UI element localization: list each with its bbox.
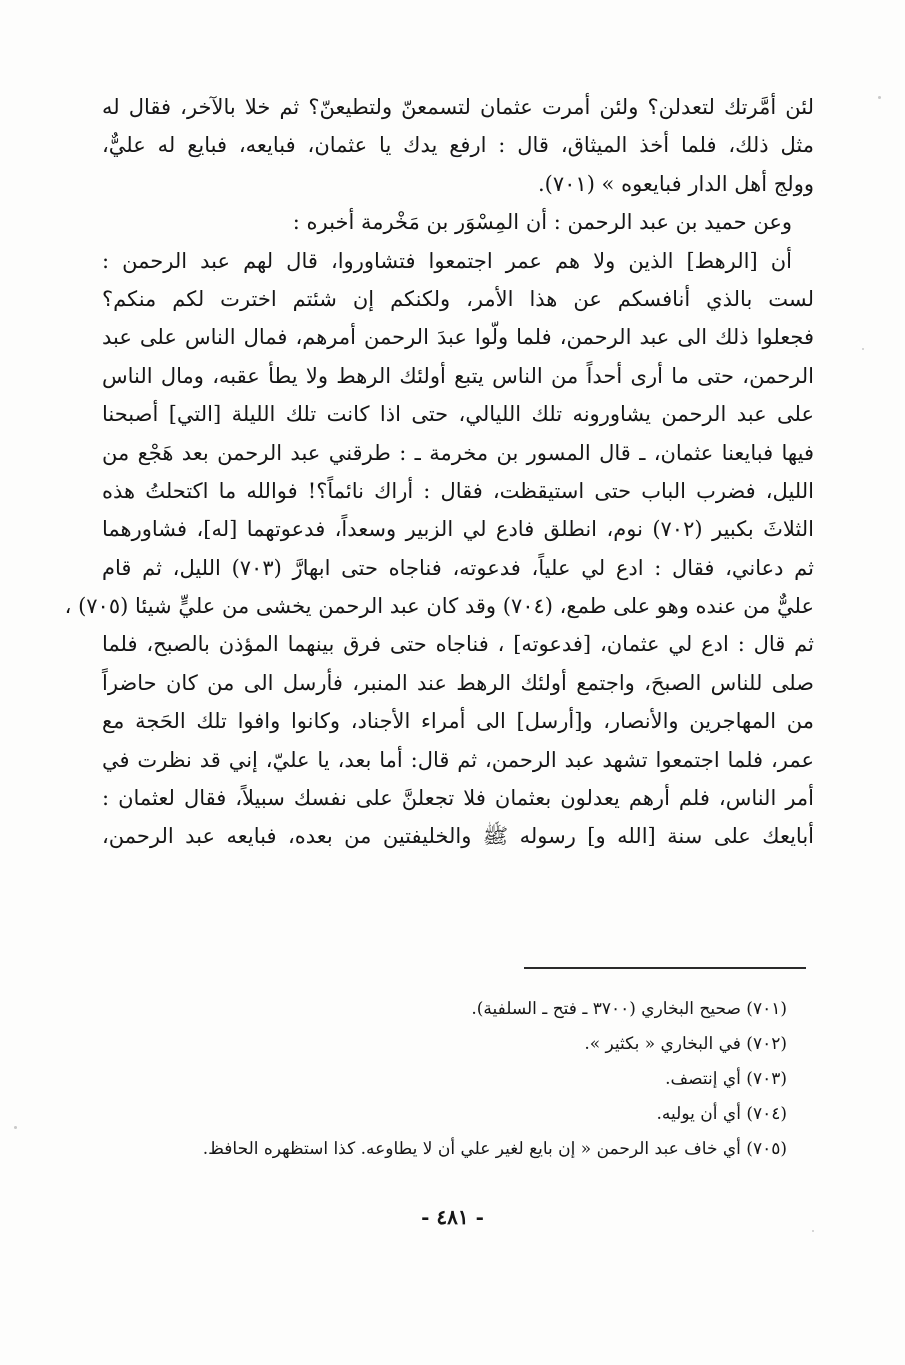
text-line: عمر، فلما اجتمعوا تشهد عبد الرحمن، ثم قال: أما بعد، يا عليّ، إني قد نظرت في [102,747,814,772]
text-line: فجعلوا ذلك الى عبد الرحمن، فلما ولّوا عبدَ الرحمن أمرهم، فمال الناس على عبد [102,325,814,350]
text-line: الليل، فضرب الباب حتى استيقظت، فقال : أراك نائماً؟! فوالله ما اكتحلتُ هذه [102,478,814,503]
text-line: مثل ذلك، فلما أخذ الميثاق، قال : ارفع يدك يا عثمان، فبايعه، فبايع له عليٌّ، [102,133,814,158]
text-line: لست بالذي أنافسكم عن هذا الأمر، ولكنكم إن شئتم اخترت لكم منكم؟ [102,286,814,311]
footnote: (٧٠٢) في البخاري « بكثير ». [584,1034,787,1054]
text-line: الثلاثَ بكبير (٧٠٢) نوم، انطلق فادع لي الزبير وسعداً، فدعوتهما [له]، فشاورهما [102,517,814,542]
footnote: (٧٠٣) أي إنتصف. [665,1069,787,1089]
footnote: (٧٠٤) أي أن يوليه. [656,1104,787,1124]
scan-speck [878,96,881,99]
text-line: أمر الناس، فلم أرهم يعدلون بعثمان فلا تجعلنَّ على نفسك سبيلاً، فقال لعثمان : [102,786,814,811]
footnote-divider [524,967,806,969]
scan-speck [862,348,864,350]
text-line: ثم قال : ادع لي عثمان، [فدعوته] ، فناجاه حتى فرق بينهما المؤذن بالصبح، فلما [102,632,814,657]
text-line: الرحمن، حتى ما أرى أحداً من الناس يتبع أولئك الرهط ولا يطأ عقبه، ومال الناس [102,363,814,388]
footnote: (٧٠١) صحيح البخاري (٣٧٠٠ ـ فتح ـ السلفية). [471,999,787,1019]
text-line: على عبد الرحمن يشاورونه تلك الليالي، حتى اذا كانت تلك الليلة [التي] أصبحنا [102,402,814,427]
text-line: أن [الرهط] الذين ولا هم عمر اجتمعوا فتشاوروا، قال لهم عبد الرحمن : [102,248,792,273]
page-number: - ٤٨١ - [421,1205,484,1229]
text-line: ثم دعاني، فقال : ادع لي علياً، فدعوته، فناجاه حتى ابهارَّ (٧٠٣) الليل، ثم قام [102,555,814,580]
main-text-block [64,88,814,856]
text-line: صلى للناس الصبحَ، واجتمع أولئك الرهط عند المنبر، فأرسل الى من كان حاضراً [102,670,814,695]
scan-speck [812,1230,814,1232]
text-line: عليٌّ من عنده وهو على طمع، (٧٠٤) وقد كان عبد الرحمن يخشى من عليٍّ شيئا (٧٠٥) ، [64,594,814,619]
footnote: (٧٠٥) أي خاف عبد الرحمن « إن بايع لغير علي أن لا يطاوعه. كذا استظهره الحافظ. [202,1139,787,1159]
text-line: لئن أمَّرتك لتعدلن؟ ولئن أمرت عثمان لتسمعنّ ولتطيعنّ؟ ثم خلا بالآخر، فقال له [102,95,814,119]
footnotes-block [127,992,787,1167]
text-line: أبايعك على سنة [الله و] رسوله ﷺ والخليفتين من بعده، فبايعه عبد الرحمن، [102,824,814,849]
text-line: من المهاجرين والأنصار، و[أرسل] الى أمراء الأجناد، وكانوا وافوا تلك الحَجة مع [102,709,814,734]
text-line: فيها فبايعنا عثمان، ـ قال المسور بن مخرمة ـ : طرقني عبد الرحمن بعد هَجْع من [102,440,814,465]
scan-speck [14,1126,17,1129]
text-line: وعن حميد بن عبد الرحمن : أن المِسْوَر بن مَخْرمة أخبره : [292,210,792,235]
text-line: وولج أهل الدار فبايعوه » (٧٠١). [537,171,814,196]
